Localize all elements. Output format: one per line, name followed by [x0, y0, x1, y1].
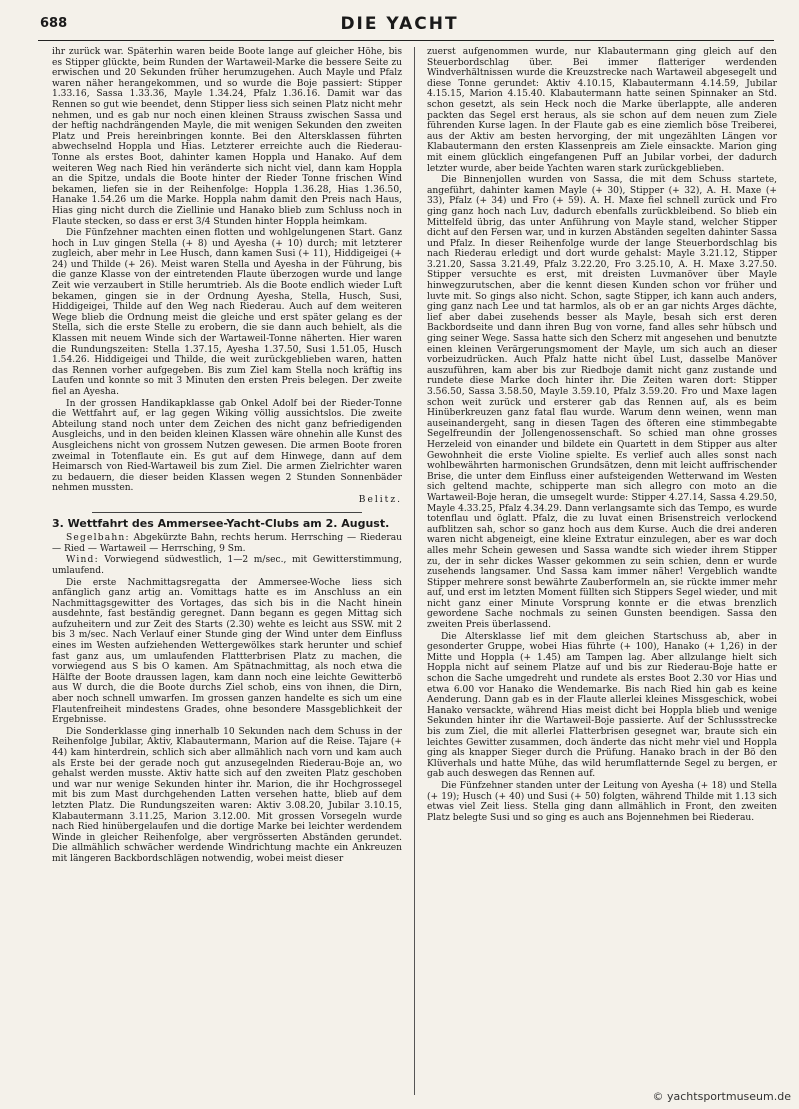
course-text: Abgekürzte Bahn, rechts herum. Herrsching — Riederau — Ried — Wartaweil — Herrsching, 9 Sm. [52, 533, 402, 554]
wind-label: Wind: [66, 555, 99, 566]
paragraph: Die Binnenjollen wurden von Sassa, die mit dem Schuss startete, angeführt, dahinter kamen Mayle (+ 30), Stipper (+ 32), A. H. Maxe (+ 33), Pfalz (+ 34) und Fro (+ 59). A. H. Maxe fiel schnell zurück und Fro ging ganz hoch nach Luv, dadurch ebenfalls zurückbleibend. So blieb ein Mittelfeld übrig, das unter Anführung von Mayle stand, welcher Stipper dicht auf den Fersen war, und in kurzen Abständen segelten dahinter Sassa und Pfalz. In dieser Reihenfolge wurde der lange Steuerbordschlag bis nach Riederau erledigt und dort wurde gehalst: Mayle 3.21.12, Stipper 3.21.20, Sassa 3.21.49, Pfalz 3.22.20, Fro 3.25.10, A. H. Maxe 3.27.50. Stipper versuchte es erst, mit dreisten Luvmanöver über Mayle hinwegzurutschen, aber die kennt diesen Kunden schon vor früher und luvte mit. So gings also nicht. Schon, sagte Stipper, ich kann auch anders, ging ganz nach Lee und tat harmlos, als ob er an gar nichts Arges dächte, lief aber dabei zusehends besser als Mayle, besah sich erst deren Backbordseite und dann ihren Bug von vorne, fand alles sehr hübsch und ging seiner Wege. Sassa hatte sich den Scherz mit angesehen und benutzte einen kleinen Verärgerungsmoment der Mayle, um sich auch an dieser vorbeizudrücken. Auch Pfalz hatte nicht übel Lust, dasselbe Manöver auszuführen, kam aber bis zur Riedboje damit nicht ganz zustande und rundete diese Marke doch hinter ihr. Die Zeiten waren dort: Stipper 3.56.50, Sassa 3.58.50, Mayle 3.59.10, Pfalz 3.59.20. Fro und Maxe lagen schon weit zurück und ersterer gab das Rennen auf, als es beim Hinüberkreuzen ganz fatal flau wurde. Warum denn weinen, wenn man auseinandergeht, sang in diesen Tagen des öfteren eine stimmbegabte Segelfreundin der Jollengenossenschaft. So schied man ohne grosses Herzeleid von einander und bildete ein Quartett in dem Stipper aus alter Gewohnheit die erste Violine spielte. Es verlief auch alles sonst nach wohlbewährten harmonischen Grundsätzen, denn mit leicht auffrischender Brise, die unter dem Einfluss einer aufsteigenden Wetterwand im Westen sich geltend machte, schipperte man sich allegro con moto an die Wartaweil-Boje heran, die umsegelt wurde: Stipper 4.27.14, Sassa 4.29.50, Mayle 4.33.25, Pfalz 4.34.29. Dann verlangsamte sich das Tempo, es wurde totenflau und öglatt. Pfalz, die zu luvat einen Brisenstreich verlockend aufblitzen sah, schor so ganz hoch aus dem Kurse. Auch die drei anderen waren nicht abgeneigt, eine kleine Extratur einzulegen, aber es war doch alles mehr Schein gewesen und Sassa wandte sich wieder ihrem Stipper zu, der in sehr dickes Wasser gekommen zu sein schien, denn er wurde zusehends langsamer. Und Sassa kam immer näher! Vergeblich wandte Stipper mehrere sonst bewährte Zauberformeln an, sie rückte immer mehr auf, und erst im letzten Moment füllten sich Stippers Segel wieder, und mit nicht ganz einer Minute Vorsprung konnte er die etwas brenzlich gewordene Sache nochmals zu seinen Gunsten beendigen. Sassa den zweiten Preis überlassend. [427, 175, 777, 631]
course-label: Segelbahn: [66, 533, 130, 544]
page-header [0, 14, 799, 40]
watermark-text: © yachtsportmuseum.de [652, 1090, 791, 1103]
wind-text: Vorwiegend südwestlich, 1—2 m/sec., mit Gewitterstimmung, umlaufend. [52, 555, 402, 576]
page-number: 688 [40, 16, 68, 31]
journal-title: DIE YACHT [340, 14, 459, 34]
paragraph: In der grossen Handikapklasse gab Onkel Adolf bei der Rieder-Tonne die Wettfahrt auf, er lag gegen Wiking völlig aussichtslos. Die zweite Abteilung stand noch unter dem Zeichen des nicht ganz befriedigenden Ausgleichs, und in den beiden kleinen Klassen wäre ohnehin alle Kunst des Ausgleichens nicht von grossem Nutzen gewesen. Die armen Boote froren zweimal in Totenflaute ein. Es gut auf dem Hinwege, dann auf dem Heimarsch von Ried-Wartaweil bis zum Ziel. Die armen Zielrichter waren zu bedauern, die dieser beiden Klassen wegen 2 Stunden Sonnenbäder nehmen mussten. [52, 398, 402, 494]
paragraph: ihr zurück war. Späterhin waren beide Boote lange auf gleicher Höhe, bis es Stipper glückte, beim Runden der Wartaweil-Marke die bessere Seite zu erwischen und 20 Sekunden früher herumzugehen. Auch Mayle und Pfalz waren näher herangekommen, und so wurde die Boje passiert: Stipper 1.33.16, Sassa 1.33.36, Mayle 1.34.24, Pfalz 1.36.16. Damit war das Rennen so gut wie beendet, denn Stipper liess sich seinen Platz nicht mehr nehmen, und es gab nur noch einen kleinen Strauss zwischen Sassa und der heftig nachdrängenden Mayle, die mit wenigen Sekunden den zweiten Platz und Preis hereinbringen konnte. Bei den Altersklassen führten abwechselnd Hoppla und Hias. Letzterer erreichte auch die Riederau-Tonne als erstes Boot, dahinter kamen Hoppla und Hanako. Auf dem weiteren Weg nach Ried hin veränderte sich nicht viel, dann kam Hoppla an die Spitze, undals die Boote hinter der Rieder Tonne frischen Wind bekamen, liefen sie in der Reihenfolge: Hoppla 1.36.28, Hias 1.36.50, Hanake 1.54.26 um die Marke. Hoppla nahm damit den Preis nach Haus, Hias ging nicht durch die Ziellinie und Hanako blieb zum Schluss noch in Flaute stecken, so dass er erst 3/4 Stunden hinter Hoppla heimkam. [52, 47, 402, 227]
author-signature: Belitz. [358, 494, 402, 505]
column-divider [414, 47, 415, 1095]
header-rule [38, 40, 774, 41]
paragraph: Die Fünfzehner machten einen flotten und wohlgelungenen Start. Ganz hoch in Luv gingen Stella (+ 8) und Ayesha (+ 10) durch; mit letzterer zugleich, aber mehr in Lee Husch, dann kamen Susi (+ 11), Hiddigeigei (+ 24) und Thilde (+ 26). Meist waren Stella und Ayesha in der Führung, bis die ganze Klasse von der eintretenden Flaute überzogen wurde und lange Zeit wie verzaubert in Stille herumtrieb. Als die Boote endlich wieder Luft bekamen, gingen sie in der Ordnung Ayesha, Stella, Husch, Susi, Hiddigeigei, Thilde auf den Weg nach Riederau. Auch auf dem weiteren Wege blieb die Ordnung meist die gleiche und erst später gelang es der Stella, sich die erste Stelle zu erobern, die sie dann auch behielt, als die Klassen mit neuem Winde sich der Wartaweil-Tonne näherten. Hier waren die Rundungszeiten: Stella 1.37.15, Ayesha 1.37.50, Susi 1.51.05, Husch 1.54.26. Hiddigeigei und Thilde, die weit zurückgeblieben waren, hatten das Rennen vorher aufgegeben. Bis zum Ziel kam Stella noch kräftig ins Laufen und konnte so mit 3 Minuten den ersten Preis belegen. Der zweite fiel an Ayesha. [52, 228, 402, 397]
left-column [52, 47, 402, 1099]
paragraph: Die Sonderklasse ging innerhalb 10 Sekunden nach dem Schuss in der Reihenfolge Jubilar, Aktiv, Klabautermann, Marion auf die Reise. Tajare (+ 44) kam hinterdrein, schlich sich aber allmählich nach vorn und kam auch als Erste bei der gerade noch gut anzusegelnden Riederau-Boje an, wo gehalst werden musste. Aktiv hatte sich auf den zweiten Platz geschoben und war nur wenige Sekunden hinter ihr. Marion, die ihr Hochgrossegel mit bis zum Mast durchgehenden Latten versehen hatte, blieb auf dem letzten Platz. Die Rundungszeiten waren: Aktiv 3.08.20, Jubilar 3.10.15, Klabautermann 3.11.25, Marion 3.12.00. Mit grossen Vorsegeln wurde nach Ried hinübergelaufen und die dortige Marke bei leichter werdendem Winde in gleicher Reihenfolge, aber vergrösserten Abständen gerundet. Die allmählich schwächer werdende Windrichtung machte ein Ankreuzen mit längeren Backbordschlägen notwendig, wobei meist dieser [52, 726, 402, 864]
paragraph: Die Fünfzehner standen unter der Leitung von Ayesha (+ 18) und Stella (+ 19); Husch (+ 40) und Susi (+ 50) folgten, während Thilde mit 1.13 sich etwas viel Zeit liess. Stella ging dann allmählich in Front, den zweiten Platz belegte Susi und so ging es auch ans Bojennehmen bei Riederau. [427, 780, 777, 823]
wind-paragraph [52, 555, 402, 576]
paragraph: Die Altersklasse lief mit dem gleichen Startschuss ab, aber in gesonderter Gruppe, wobei Hias führte (+ 100), Hanako (+ 1,26) in der Mitte und Hoppla (+ 1.45) am Tampen lag. Aber allzulange hielt sich Hoppla nicht auf seinem Platze auf und bis zur Riederau-Boje hatte er schon die Sache umgedreht und rundete als erstes Boot 2.30 vor Hias und etwa 6.00 vor Hanako die Wendemarke. Bis nach Ried hin gab es keine Aenderung. Dann gab es in der Flaute allerlei kleines Missgeschick, wobei Hanako versackte, während Hias meist dicht bei Hoppla blieb und wenige Sekunden hinter ihr die Wartaweil-Boje passierte. Auf der Schlussstrecke bis zum Ziel, die mit allerlei Flatterbrisen gesegnet war, braute sich ein leichtes Gewitter zusammen, doch änderte das nicht mehr viel und Hoppla ging als knapper Sieger durch die Prüfung. Hanako brach in der Bö den Klüverhals und hatte Mühe, das wild herumflatternde Segel zu bergen, er gab auch deswegen das Rennen auf. [427, 631, 777, 780]
section-title: 3. Wettfahrt des Ammersee-Yacht-Clubs am 2. August. [52, 516, 390, 530]
section-divider [92, 512, 362, 513]
right-column [427, 47, 777, 1099]
paragraph: zuerst aufgenommen wurde, nur Klabautermann ging gleich auf den Steuerbordschlag über. Bei immer flatteriger werdenden Windverhältnissen wurde die Kreuzstrecke nach Wartaweil abgesegelt und diese Tonne gerundet: Aktiv 4.10.15, Klabautermann 4.14.59, Jubilar 4.15.15, Marion 4.15.40. Klabautermann hatte seinen Spinnaker an Std. schon gesetzt, als sein Heck noch die Marke überlappte, alle anderen packten das Segel erst heraus, als sie schon auf dem neuen zum Ziele führenden Kurse lagen. In der Flaute gab es eine ziemlich böse Treiberei, aus der Aktiv am besten hervorging, der mit ungezählten Längen vor Klabautermann den ersten Klassenpreis am Ziele einsackte. Marion ging mit einem glücklich eingefangenen Puff an Jubilar vorbei, der dadurch letzter wurde, aber beide Yachten waren stark zurückgeblieben. [427, 47, 777, 174]
watermark [653, 1090, 791, 1103]
course-paragraph [52, 533, 402, 554]
paragraph: Die erste Nachmittagsregatta der Ammersee-Woche liess sich anfänglich ganz artig an. Vomittags hatte es im Anschluss an ein Nachmittagsgewitter des Vortages, das sich bis in die Nacht hinein ausdehnte, fast beständig geregnet. Dann begann es gegen Mittag sich aufzuheitern und zur Zeit des Starts (2.30) wehte es leicht aus SSW. mit 2 bis 3 m/sec. Nach Verlauf einer Stunde ging der Wind unter dem Einfluss eines im Westen aufziehenden Wettergewölkes stark herunter und schief fast ganz aus, um umlaufenden Flattterbrisen Platz zu machen, die vorwiegend aus S bis O kamen. Am Spätnachmittag, als noch etwa die Hälfte der Boote draussen lagen, kam dann noch eine leichte Gewitterbö aus W durch, die die Boote durchs Ziel schob, eins von ihnen, die Dirn, aber noch schnell umwarfen. Im grossen ganzen handelte es sich um eine Flautenfreiheit mindestens Grades, ohne besondere Massgeblichkeit der Ergebnisse. [52, 577, 402, 726]
